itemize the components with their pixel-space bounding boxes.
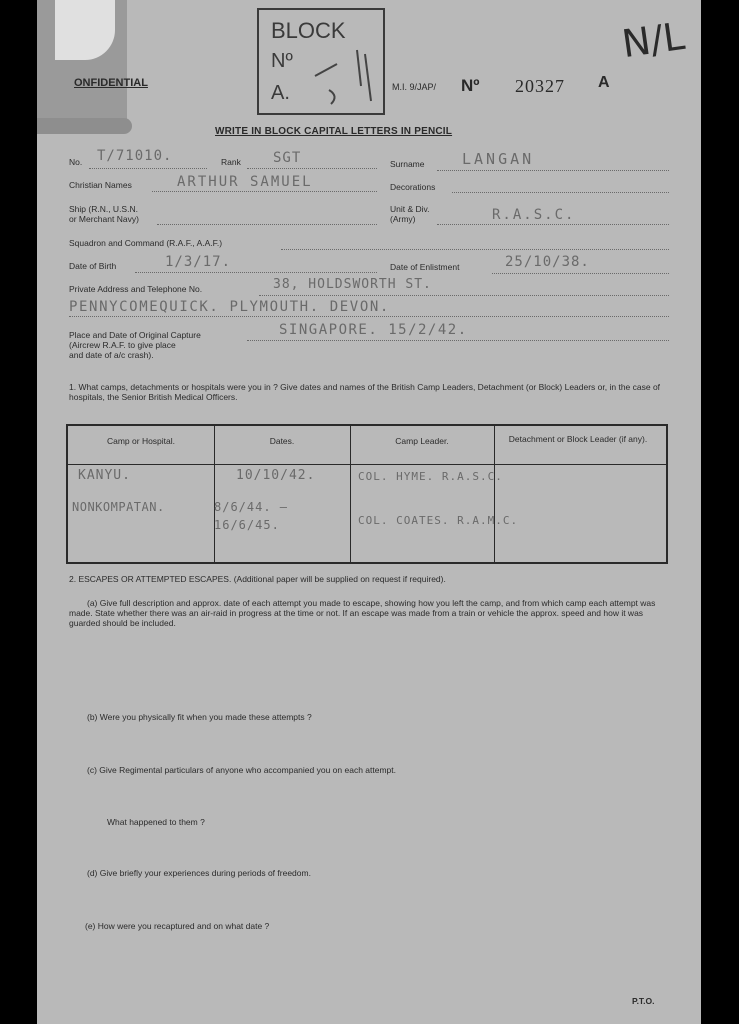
rank-label: Rank [221,157,241,167]
question-2-title: 2. ESCAPES OR ATTEMPTED ESCAPES. (Additional paper will be supplied on request if required). [69,574,446,584]
no-label: No. [69,157,83,167]
address-value-line2: PENNYCOMEQUICK. PLYMOUTH. DEVON. [69,299,390,315]
ship-line [157,224,377,225]
enlistment-value: 25/10/38. [505,254,590,270]
question-2c-text: (c) Give Regimental particulars of anyone who accompanied you on each attempt. [87,765,396,775]
squadron-label: Squadron and Command (R.A.F., A.A.F.) [69,238,223,248]
capture-label-line2: (Aircrew R.A.F. to give place [69,340,176,350]
capture-value: SINGAPORE. 15/2/42. [279,322,468,338]
capture-label-line1: Place and Date of Original Capture [69,330,201,340]
table-row-leader: COL. COATES. R.A.M.C. [358,514,519,527]
rank-value: SGT [273,150,302,166]
address-label: Private Address and Telephone No. [69,284,203,294]
form-page [37,0,701,1024]
stamp-block-label: BLOCK [271,18,346,43]
dob-value: 1/3/17. [165,254,232,270]
no-line [89,168,207,169]
christian-names-line [152,191,377,192]
camps-table [66,424,668,564]
decorations-label: Decorations [390,182,436,192]
christian-names-value: ARTHUR SAMUEL [177,174,313,190]
table-divider [214,426,215,562]
ship-label-line1: Ship (R.N., U.S.N. [69,204,138,214]
decorations-line [452,192,669,193]
table-row-camp: NONKOMPATAN. [72,500,165,514]
capture-label-line3: and date of a/c crash). [69,350,154,360]
christian-names-label: Christian Names [69,180,132,190]
address-value-line1: 38, HOLDSWORTH ST. [273,277,432,292]
instruction-heading: WRITE IN BLOCK CAPITAL LETTERS IN PENCIL [215,126,453,137]
table-row-camp: KANYU. [78,468,131,483]
folded-corner-highlight [55,0,115,60]
stamp-a-label: A. [271,82,290,104]
address-line-1 [259,295,669,296]
form-number: 20327 [515,76,565,96]
table-header-detachment: Detachment or Block Leader (if any). [508,434,648,444]
question-2e-text: (e) How were you recaptured and on what date ? [85,921,270,931]
rank-line [247,168,377,169]
surname-line [437,170,669,171]
dob-line [135,272,377,273]
reference-code: M.I. 9/JAP/ [392,82,437,92]
table-divider [350,426,351,562]
table-header-dates: Dates. [269,436,295,446]
table-divider [494,426,495,562]
fold-crease [37,118,132,134]
question-2d-text: (d) Give briefly your experiences during periods of freedom. [87,868,311,878]
question-2c-followup: What happened to them ? [107,817,205,827]
form-suffix: A [598,74,610,91]
question-1-text: 1. What camps, detachments or hospitals were you in ? Give dates and names of the British Camp Leaders, Detachment (or Block) Leaders or, in the case of hospitals, the Senior British Medical Officers. [69,382,661,402]
stamp-no-label: Nº [271,50,293,72]
block-stamp [257,8,385,115]
number-symbol: Nº [461,76,480,95]
stamp-handwriting-icon [307,46,377,106]
unit-label-line2: (Army) [390,214,416,224]
surname-value: LANGAN [462,150,535,168]
enlistment-label: Date of Enlistment [390,262,460,272]
no-value: T/71010. [97,148,173,164]
table-header-camp: Camp or Hospital. [106,436,176,446]
unit-line [437,224,669,225]
unit-value: R.A.S.C. [492,207,576,223]
question-2b-text: (b) Were you physically fit when you made these attempts ? [87,712,312,722]
surname-label: Surname [390,159,425,169]
squadron-line [281,249,669,250]
unit-label-line1: Unit & Div. [390,204,430,214]
capture-line [247,340,669,341]
question-2a-text: (a) Give full description and approx. date of each attempt you made to escape, showing how you left the camp, and from which camp each attempt was made. State whether there was an air-raid in progress at the time or not. If an escape was made from a train or vehicle the approx. speed and how it was guarded should be included. [69,598,656,628]
pto-label: P.T.O. [632,996,655,1006]
confidential-heading: ONFIDENTIAL [74,77,148,89]
table-row-dates: 8/6/44. – 16/6/45. [214,500,289,532]
table-row-dates: 10/10/42. [236,468,316,483]
table-header-leader: Camp Leader. [395,436,449,446]
dob-label: Date of Birth [69,261,117,271]
address-line-2 [69,316,669,317]
table-row-leader: COL. HYME. R.A.S.C. [358,470,503,483]
nl-annotation: N/L [619,13,688,67]
ship-label-line2: or Merchant Navy) [69,214,139,224]
table-header-divider [68,464,666,465]
enlistment-line [492,273,669,274]
